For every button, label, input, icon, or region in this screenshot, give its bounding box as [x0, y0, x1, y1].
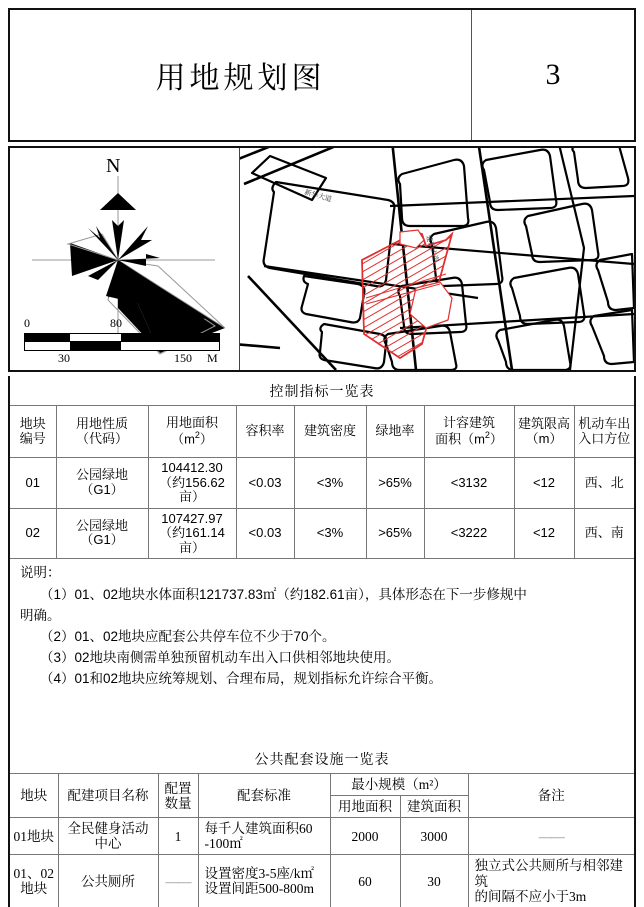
- cell-count: ——: [158, 855, 198, 907]
- cell-far: <0.03: [236, 508, 294, 559]
- title-block: [8, 8, 636, 142]
- scale-unit-label: M: [207, 351, 218, 365]
- target-parcel: [362, 230, 452, 358]
- scale-bar-bottom-row: [24, 342, 220, 351]
- cell-building-density: <3%: [294, 458, 366, 509]
- blank-gap: [8, 688, 636, 744]
- cell-min-land-area: 60: [330, 855, 400, 907]
- cell-plot-code: 02: [10, 508, 56, 559]
- notes-section: [8, 558, 636, 688]
- cell-min-build-area: 30: [400, 855, 468, 907]
- cell-count: 1: [158, 818, 198, 855]
- cell-min-land-area: 2000: [330, 818, 400, 855]
- col-header-project-name: 配建项目名称: [58, 774, 158, 818]
- facility-table: [10, 773, 634, 907]
- cell-height-limit: <12: [514, 508, 574, 559]
- col-header-land-use: 用地性质 （代码）: [56, 406, 148, 458]
- table-row: [10, 458, 634, 509]
- map-graphic[interactable]: [240, 148, 634, 370]
- cell-land-area: 107427.97 （约161.14亩）: [148, 508, 236, 559]
- facility-header-row-1: [10, 774, 634, 796]
- col-header-land-area: 用地面积 $(m^2)$: [148, 406, 236, 458]
- cell-standard: 设置密度3-5座/k㎡ 设置间距500-800m: [198, 855, 330, 907]
- note-item-3: （3）02地块南侧需单独预留机动车出入口供相邻地块使用。: [40, 649, 401, 665]
- note-item-1-cont: 明确。: [20, 607, 61, 623]
- compass-panel: [10, 148, 240, 370]
- cell-min-build-area: 3000: [400, 818, 468, 855]
- cell-building-density: <3%: [294, 508, 366, 559]
- cell-entrance-direction: 西、南: [574, 508, 634, 559]
- col-header-standard: 配套标准: [198, 774, 330, 818]
- notes-heading: 说明：: [20, 565, 61, 580]
- col-header-building-density: 建筑密度: [294, 406, 366, 458]
- page-title: 用地规划图: [155, 62, 326, 95]
- cell-floor-area: <3222: [424, 508, 514, 559]
- col-header-green-ratio: 绿地率: [366, 406, 424, 458]
- note-item-2: （2）01、02地块应配套公共停车位不少于70个。: [40, 628, 336, 644]
- note-item-1: （1）01、02地块水体面积121737.83㎡（约182.61亩），具体形态在下一步修规中: [40, 586, 527, 602]
- cell-far: <0.03: [236, 458, 294, 509]
- control-table-title: 控制指标一览表: [269, 385, 375, 400]
- street-label-2: 建设大道: [424, 234, 440, 264]
- cell-remark: 独立式公共厕所与相邻建筑 的间隔不应小于3m: [468, 855, 634, 907]
- title-cell: [10, 10, 472, 140]
- street-label-1: 新华大道: [303, 189, 333, 204]
- table-row: [10, 508, 634, 559]
- facility-table-title: 公共配套设施一览表: [254, 753, 390, 768]
- col-header-entrance-direction: 机动车出 入口方位: [574, 406, 634, 458]
- note-item-4: （4）01和02地块应统筹规划、合理布局，规划指标允许综合平衡。: [40, 670, 443, 686]
- cell-plot-code: 01: [10, 458, 56, 509]
- cell-land-use: 公园绿地 （G1）: [56, 508, 148, 559]
- scale-bar-top-row: [24, 333, 220, 342]
- cell-standard: 每千人建筑面积60 -100㎡: [198, 818, 330, 855]
- page-number-cell: [472, 10, 634, 140]
- control-indicator-table: [10, 405, 634, 559]
- cell-entrance-direction: 西、北: [574, 458, 634, 509]
- col-header-plot: 地块: [10, 774, 58, 818]
- scale-tick-150: 150: [174, 351, 192, 365]
- table-row: [10, 855, 634, 907]
- cell-plot: 01地块: [10, 818, 58, 855]
- scale-tick-80: 80: [110, 316, 122, 330]
- page-number: 3: [545, 58, 561, 91]
- cell-land-area: 104412.30 （约156.62亩）: [148, 458, 236, 509]
- table-header-row: [10, 406, 634, 458]
- col-header-far: 容积率: [236, 406, 294, 458]
- map-band: [8, 146, 636, 372]
- col-header-remark: 备注: [468, 774, 634, 818]
- col-header-floor-area: 计容建筑 面积$(m^2)$: [424, 406, 514, 458]
- compass-north-label: N: [106, 155, 121, 177]
- col-header-plot-code: 地块 编号: [10, 406, 56, 458]
- scale-bar: [24, 316, 229, 369]
- cell-green-ratio: >65%: [366, 508, 424, 559]
- site-location-map[interactable]: [240, 148, 634, 370]
- col-header-min-build-area: 建筑面积: [400, 796, 468, 818]
- cell-height-limit: <12: [514, 458, 574, 509]
- cell-project-name: 全民健身活动 中心: [58, 818, 158, 855]
- table-row: [10, 818, 634, 855]
- control-indicator-section: [8, 376, 636, 559]
- col-header-min-scale: 最小规模（m²）: [330, 774, 468, 796]
- cell-project-name: 公共厕所: [58, 855, 158, 907]
- cell-land-use: 公园绿地 （G1）: [56, 458, 148, 509]
- facility-section: [8, 744, 636, 907]
- scale-tick-30: 30: [58, 351, 70, 365]
- col-header-height-limit: 建筑限高 （m）: [514, 406, 574, 458]
- cell-remark: ——: [468, 818, 634, 855]
- col-header-count: 配置 数量: [158, 774, 198, 818]
- cell-floor-area: <3132: [424, 458, 514, 509]
- cell-green-ratio: >65%: [366, 458, 424, 509]
- col-header-min-land-area: 用地面积: [330, 796, 400, 818]
- scale-tick-0: 0: [24, 316, 30, 330]
- cell-plot: 01、02 地块: [10, 855, 58, 907]
